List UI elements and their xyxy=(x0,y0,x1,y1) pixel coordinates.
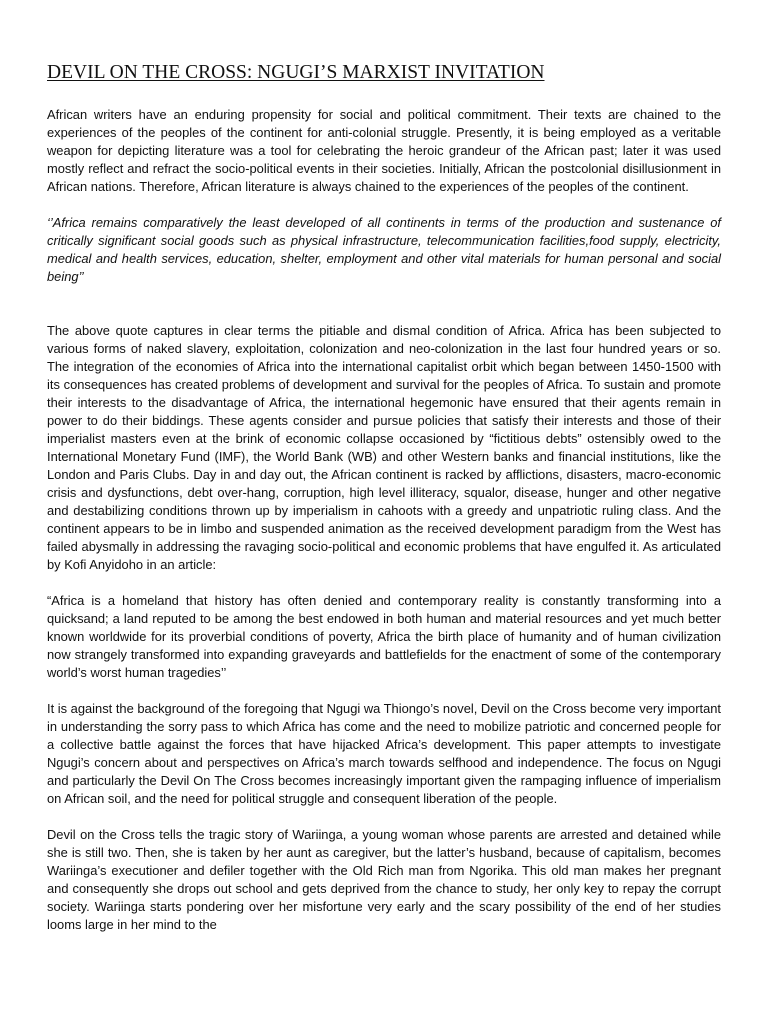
paragraph-condition-of-africa: The above quote captures in clear terms the pitiable and dismal condition of Africa. Africa has been subjected to various forms of naked slavery, exploitation, colonization and neo-colonization in the last four hundred years or so. The integration of the economies of Africa into the international capitalist orbit which began between 1450-1500 with its consequences has created problems of development and survival for the peoples of Africa. To sustain and promote their interests to the disadvantage of Africa, the international hegemonic have ensured that their agents remain in power to do their biddings. These agents consider and pursue policies that satisfy their interests and those of their imperialist masters even at the brink of economic collapse occasioned by “fictitious debts” ostensibly owed to the International Monetary Fund (IMF), the World Bank (WB) and other Western banks and financial institutions, like the London and Paris Clubs. Day in and day out, the African continent is racked by afflictions, disasters, macro-economic crisis and dysfunctions, debt over-hang, corruption, high level illiteracy, squalor, disease, hunger and other negative and destabilizing conditions thrown up by imperialism in cahoots with a greedy and unpatriotic ruling class. And the continent appears to be in limbo and suspended animation as the received development paradigm from the West has failed abysmally in addressing the ravaging socio-political and economic problems that have engulfed it. As articulated by Kofi Anyidoho in an article: xyxy=(47,323,721,572)
document-title: DEVIL ON THE CROSS: NGUGI’S MARXIST INVITATION xyxy=(47,62,545,83)
block-quote-anyidoho: “Africa is a homeland that history has often denied and contemporary reality is constantly transforming into a quicksand; a land reputed to be among the best endowed in both human and material resources and yet much better known worldwide for its proverbial conditions of poverty, Africa the birth place of humanity and of human civilization now strangely transformed into expanding graveyards and battlefields for the enactment of some of the contemporary world’s worst human tragedies’’ xyxy=(47,593,721,680)
section-spacer xyxy=(47,304,721,322)
paragraph-intro: African writers have an enduring propensity for social and political commitment. Their texts are chained to the experiences of the peoples of the continent for anti-colonial struggle. Presently, it is being employed as a veritable weapon for depicting literature was a tool for celebrating the heroic grandeur of the African past; later it was used mostly reflect and refract the socio-political events in their societies. Initially, African the postcolonial disillusionment in African nations. Therefore, African literature is always chained to the experiences of the peoples of the continent. xyxy=(47,107,721,194)
document-body xyxy=(47,106,721,952)
paragraph-plot-summary: Devil on the Cross tells the tragic story of Wariinga, a young woman whose parents are arrested and detained while she is still two. Then, she is taken by her aunt as caregiver, but the latter’s husband, because of capitalism, becomes Wariinga’s executioner and defiler together with the Old Rich man from Ngorika. This old man makes her pregnant and consequently she drops out school and gets deprived from the chance to study, her only key to repay the corrupt society. Wariinga starts pondering over her misfortune very early and the scary possibility of the end of her studies looms large in her mind to the xyxy=(47,827,721,932)
block-quote-development: ‘’Africa remains comparatively the least developed of all continents in terms of the production and sustenance of critically significant social goods such as physical infrastructure, telecommunication facilities,food supply, electricity, medical and health services, education, shelter, employment and other vital materials for human personal and social being’’ xyxy=(47,215,721,284)
paragraph-ngugi-background: It is against the background of the foregoing that Ngugi wa Thiongo’s novel, Devil on the Cross become very important in understanding the sorry pass to which Africa has come and the need to mobilize patriotic and concerned people for a collective battle against the forces that have hijacked Africa’s development. This paper attempts to investigate Ngugi’s concern about and perspectives on Africa’s march towards selfhood and independence. The focus on Ngugi and particularly the Devil On The Cross becomes increasingly important given the rampaging influence of imperialism on African soil, and the need for political struggle and consequent liberation of the people. xyxy=(47,701,721,806)
